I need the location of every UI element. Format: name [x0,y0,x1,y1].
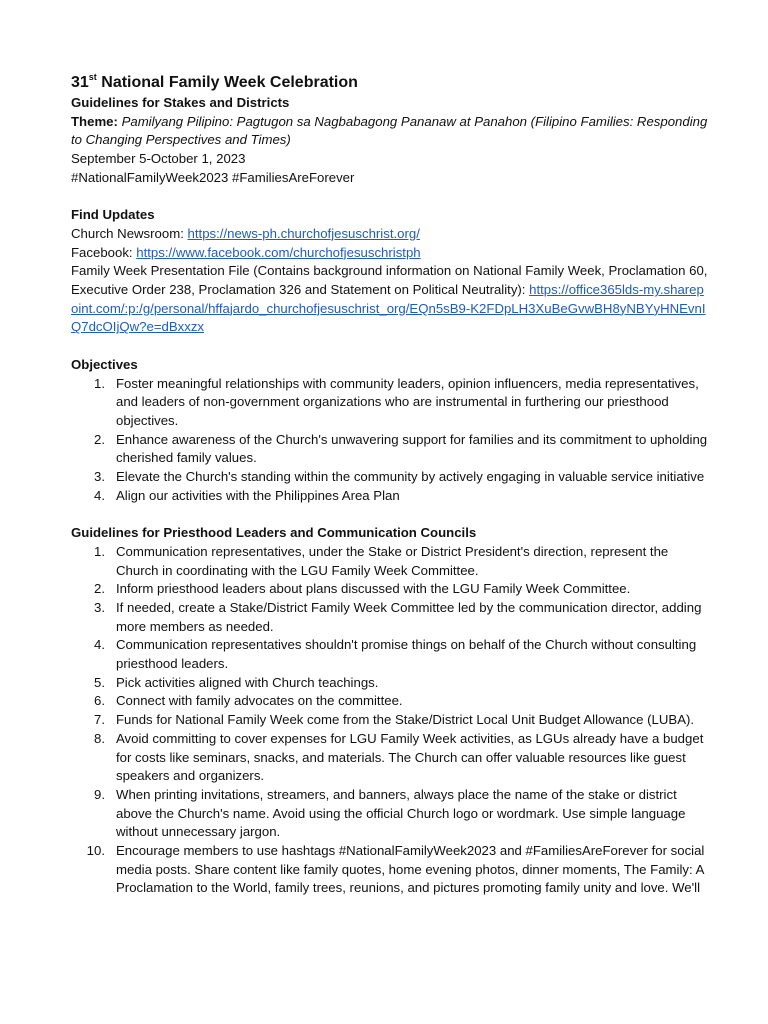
title-ordinal-suffix: st [88,71,97,82]
list-item-text: Align our activities with the Philippines Area Plan [116,487,400,503]
event-dates: September 5-October 1, 2023 [71,151,246,167]
list-item-text: Connect with family advocates on the committee. [116,693,403,709]
list-number: 1. [94,375,105,391]
list-item [71,431,708,468]
theme-line [71,113,708,150]
list-number: 3. [94,469,105,485]
list-item-text: When printing invitations, streamers, and banners, always place the name of the stake or district above the Church's name. Avoid using the official Church logo or wordmark. Use simple language without unnecessary jargon. [116,786,686,840]
list-item-text: Avoid committing to cover expenses for LGU Family Week activities, as LGUs already have a budget for costs like seminars, snacks, and materials. The Church can offer valuable resources like guest speakers and organizers. [116,730,704,784]
presentation-line [71,262,708,337]
newsroom-line [71,225,708,244]
list-number: 1. [94,543,105,559]
list-item [71,842,708,898]
list-item [71,487,708,506]
list-item-text: Elevate the Church's standing within the community by actively engaging in valuable service initiative [116,469,705,485]
presentation-link[interactable]: https://office365lds-my.sharepoint.com/:p:/g/personal/hffajardo_churchofjesuschrist_org/EQn5sB9-K2FDpLH3XuBeGvwBH8yNBYyHNEvnIQ7dcOIjQw?e=dBxxzx [71,282,706,335]
list-item-text: Inform priesthood leaders about plans discussed with the LGU Family Week Committee. [116,581,631,597]
presentation-text: Family Week Presentation File (Contains background information on National Family Week, Proclamation 60, Executive Order 238, Proclamation 326 and Statement on Political Neutrality): [71,263,708,298]
theme-label: Theme: [71,113,122,129]
list-item-text: Pick activities aligned with Church teachings. [116,674,379,690]
list-item [71,636,708,673]
find-updates-heading: Find Updates [71,207,155,223]
list-item [71,468,708,487]
spacer [71,188,708,207]
list-item [71,730,708,786]
list-number: 2. [94,581,105,597]
list-number: 5. [94,674,105,690]
list-item [71,674,708,693]
theme-text: Pamilyang Pilipino: Pagtugon sa Nagbabagong Pananaw at Panahon (Filipino Families: Responding to Changing Perspectives and Times) [71,113,708,148]
list-item [71,580,708,599]
facebook-label: Facebook: [71,244,137,260]
list-item [71,543,708,580]
list-item [71,786,708,842]
spacer [71,337,708,356]
list-item-text: Funds for National Family Week come from the Stake/District Local Unit Budget Allowance (LUBA). [116,712,695,728]
list-number: 8. [94,730,105,746]
document-title [71,72,708,94]
list-item [71,692,708,711]
list-number: 2. [94,431,105,447]
list-number: 6. [94,693,105,709]
facebook-line [71,244,708,263]
document-subtitle: Guidelines for Stakes and Districts [71,95,290,110]
newsroom-label: Church Newsroom: [71,225,188,241]
event-hashtags: #NationalFamilyWeek2023 #FamiliesAreForever [71,169,355,185]
list-item-text: Foster meaningful relationships with community leaders, opinion influencers, media representatives, and leaders of non-government organizations who are instrumental in furthering our priesthood objectives. [116,375,699,428]
guidelines-heading: Guidelines for Priesthood Leaders and Communication Councils [71,525,477,541]
guidelines-list [71,543,708,898]
newsroom-link[interactable]: https://news-ph.churchofjesuschrist.org/ [187,225,420,241]
list-item-text: Communication representatives, under the Stake or District President's direction, represent the Church in coordinating with the LGU Family Week Committee. [116,543,669,578]
spacer [71,505,708,524]
title-rest: National Family Week Celebration [96,74,358,91]
list-item [71,599,708,636]
objectives-heading: Objectives [71,356,138,372]
list-item-text: Enhance awareness of the Church's unwavering support for families and its commitment to upholding cherished family values. [116,431,708,466]
list-item-text: Communication representatives shouldn't promise things on behalf of the Church without consulting priesthood leaders. [116,637,697,672]
list-number: 4. [94,637,105,653]
list-number: 10. [86,843,105,859]
title-prefix: 31 [71,74,89,91]
list-item-text: If needed, create a Stake/District Family Week Committee led by the communication director, adding more members as needed. [116,599,702,634]
objectives-list [71,375,708,506]
list-number: 4. [94,487,105,503]
facebook-link[interactable]: https://www.facebook.com/churchofjesuschristph [136,244,421,260]
list-item [71,375,708,431]
list-item-text: Encourage members to use hashtags #NationalFamilyWeek2023 and #FamiliesAreForever for social media posts. Share content like family quotes, home evening photos, dinner moments, The Family: A Proclamation to the World, family trees, reunions, and pictures promoting family unity and love. We'll [116,843,705,896]
list-number: 3. [94,599,105,615]
list-number: 9. [94,786,105,802]
list-item [71,711,708,730]
list-number: 7. [94,712,105,728]
